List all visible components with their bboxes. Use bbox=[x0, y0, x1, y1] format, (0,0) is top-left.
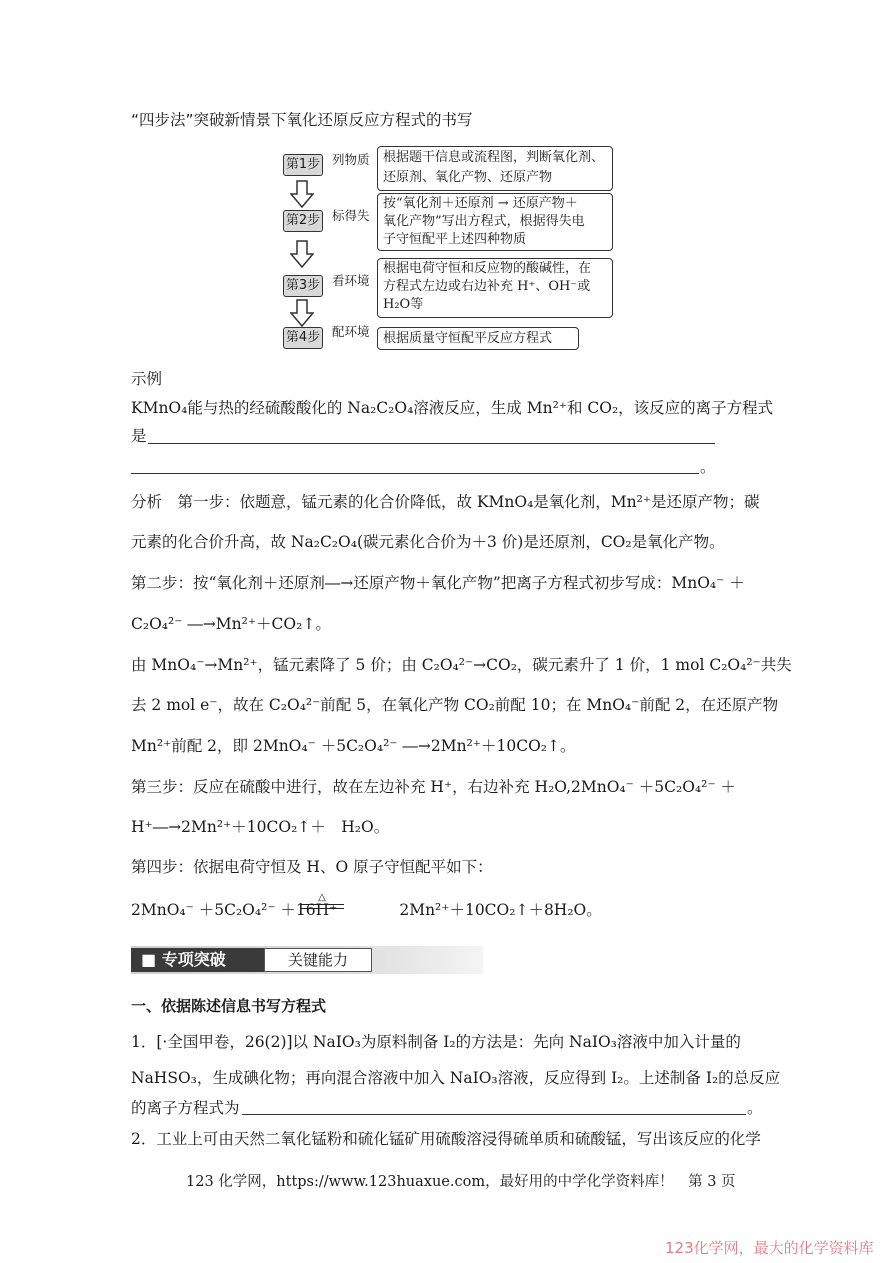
page-footer: 123 化学网，https://www.123huaxue.com，最好用的中学化学资料库！ 第 3 页 bbox=[186, 1174, 736, 1190]
step-2-line: 子守恒配平上述四种物质 bbox=[383, 232, 527, 247]
section-bar-title: ■ 专项突破 bbox=[131, 948, 264, 972]
answer-blank bbox=[131, 473, 699, 474]
step-1-box bbox=[377, 146, 613, 191]
step-4-action: 配环境 bbox=[332, 324, 370, 339]
analysis-line: C₂O₄²⁻ ―→Mn²⁺＋CO₂↑。 bbox=[131, 615, 331, 633]
question-1-line: 1．[·全国甲卷，26(2)]以 NaIO₃为原料制备 I₂的方法是：先向 NaIO₃溶液中加入计量的 bbox=[131, 1033, 741, 1051]
step-1-action: 列物质 bbox=[332, 152, 370, 167]
example-question: KMnO₄能与热的经硫酸酸化的 Na₂C₂O₄溶液反应，生成 Mn²⁺和 CO₂，该反应的离子方程式 bbox=[131, 399, 774, 417]
analysis-line: 元素的化合价升高，故 Na₂C₂O₄(碳元素化合价为＋3 价)是还原剂，CO₂是氧化产物。 bbox=[131, 533, 725, 551]
question-1-line: 的离子方程式为 bbox=[131, 1099, 240, 1117]
question-1-period: 。 bbox=[747, 1099, 763, 1117]
analysis-line: 去 2 mol e⁻，故在 C₂O₄²⁻前配 5，在氧化产物 CO₂前配 10；在 MnO₄⁻前配 2，在还原产物 bbox=[131, 696, 779, 714]
step-4-line: 根据质量守恒配平反应方程式 bbox=[383, 331, 553, 346]
step-1-badge: 第1步 bbox=[283, 154, 323, 176]
watermark: 123化学网，最大的化学资料库 bbox=[665, 1239, 874, 1257]
step-3-action: 看环境 bbox=[332, 273, 370, 288]
step-3-line: 方程式左边或右边补充 H⁺、OH⁻或 bbox=[383, 279, 591, 294]
step-2-line: 氧化产物”写出方程式，根据得失电 bbox=[383, 214, 585, 229]
analysis-line: 分析 第一步：依题意，锰元素的化合价降低，故 KMnO₄是氧化剂，Mn²⁺是还原产物；碳 bbox=[131, 493, 760, 511]
section-title: 一、依据陈述信息书写方程式 bbox=[131, 997, 327, 1015]
analysis-line: 第四步：依据电荷守恒及 H、O 原子守恒配平如下： bbox=[131, 858, 493, 876]
final-equation: 2MnO₄⁻ ＋5C₂O₄²⁻ ＋16H⁺ 2Mn²⁺＋10CO₂↑＋8H₂O。 bbox=[131, 901, 602, 919]
example-label: 示例 bbox=[131, 370, 163, 388]
example-period: 。 bbox=[700, 458, 716, 476]
intro-title: “四步法”突破新情景下氧化还原反应方程式的书写 bbox=[131, 111, 473, 129]
step-3-line: 根据电荷守恒和反应物的酸碱性，在 bbox=[383, 261, 592, 276]
step-3-badge: 第3步 bbox=[283, 275, 323, 297]
step-2-box bbox=[377, 193, 613, 251]
section-bar-subtitle: 关键能力 bbox=[264, 948, 372, 972]
analysis-line: 第三步：反应在硫酸中进行，故在左边补充 H⁺，右边补充 H₂O,2MnO₄⁻ ＋5C₂O₄²⁻ ＋ bbox=[131, 778, 736, 796]
example-question: 是 bbox=[131, 427, 147, 445]
analysis-line: 由 MnO₄⁻→Mn²⁺，锰元素降了 5 价；由 C₂O₄²⁻→CO₂，碳元素升了 1 价，1 mol C₂O₄²⁻共失 bbox=[131, 656, 792, 674]
step-3-box bbox=[377, 258, 613, 318]
heating-condition: △ bbox=[318, 892, 326, 903]
step-1-line: 根据题干信息或流程图，判断氧化剂、 bbox=[383, 150, 605, 165]
down-arrow-icon bbox=[290, 180, 314, 208]
step-3-line: H₂O等 bbox=[383, 297, 424, 312]
step-4-badge: 第4步 bbox=[283, 327, 323, 349]
equal-sign bbox=[300, 904, 344, 909]
analysis-line: Mn²⁺前配 2，即 2MnO₄⁻ ＋5C₂O₄²⁻ ―→2Mn²⁺＋10CO₂↑。 bbox=[131, 737, 576, 755]
answer-blank bbox=[148, 443, 715, 444]
step-1-line: 还原剂、氧化产物、还原产物 bbox=[383, 170, 553, 185]
down-arrow-icon bbox=[290, 240, 314, 268]
answer-blank bbox=[242, 1114, 746, 1115]
analysis-line: H⁺―→2Mn²⁺＋10CO₂↑＋ H₂O。 bbox=[131, 818, 390, 836]
down-arrow-icon bbox=[290, 299, 314, 327]
step-2-badge: 第2步 bbox=[283, 210, 323, 232]
analysis-line: 第二步：按“氧化剂＋还原剂―→还原产物＋氧化产物”把离子方程式初步写成：MnO₄⁻ ＋ bbox=[131, 574, 745, 592]
question-1-line: NaHSO₃，生成碘化物；再向混合溶液中加入 NaIO₃溶液，反应得到 I₂。上述制备 I₂的总反应 bbox=[131, 1069, 781, 1087]
step-2-line: 按“氧化剂＋还原剂 → 还原产物＋ bbox=[383, 196, 578, 211]
step-4-box bbox=[377, 327, 579, 350]
step-2-action: 标得失 bbox=[332, 208, 370, 223]
question-2-line: 2．工业上可由天然二氧化锰粉和硫化锰矿用硫酸溶浸得硫单质和硫酸锰，写出该反应的化学 bbox=[131, 1130, 761, 1148]
